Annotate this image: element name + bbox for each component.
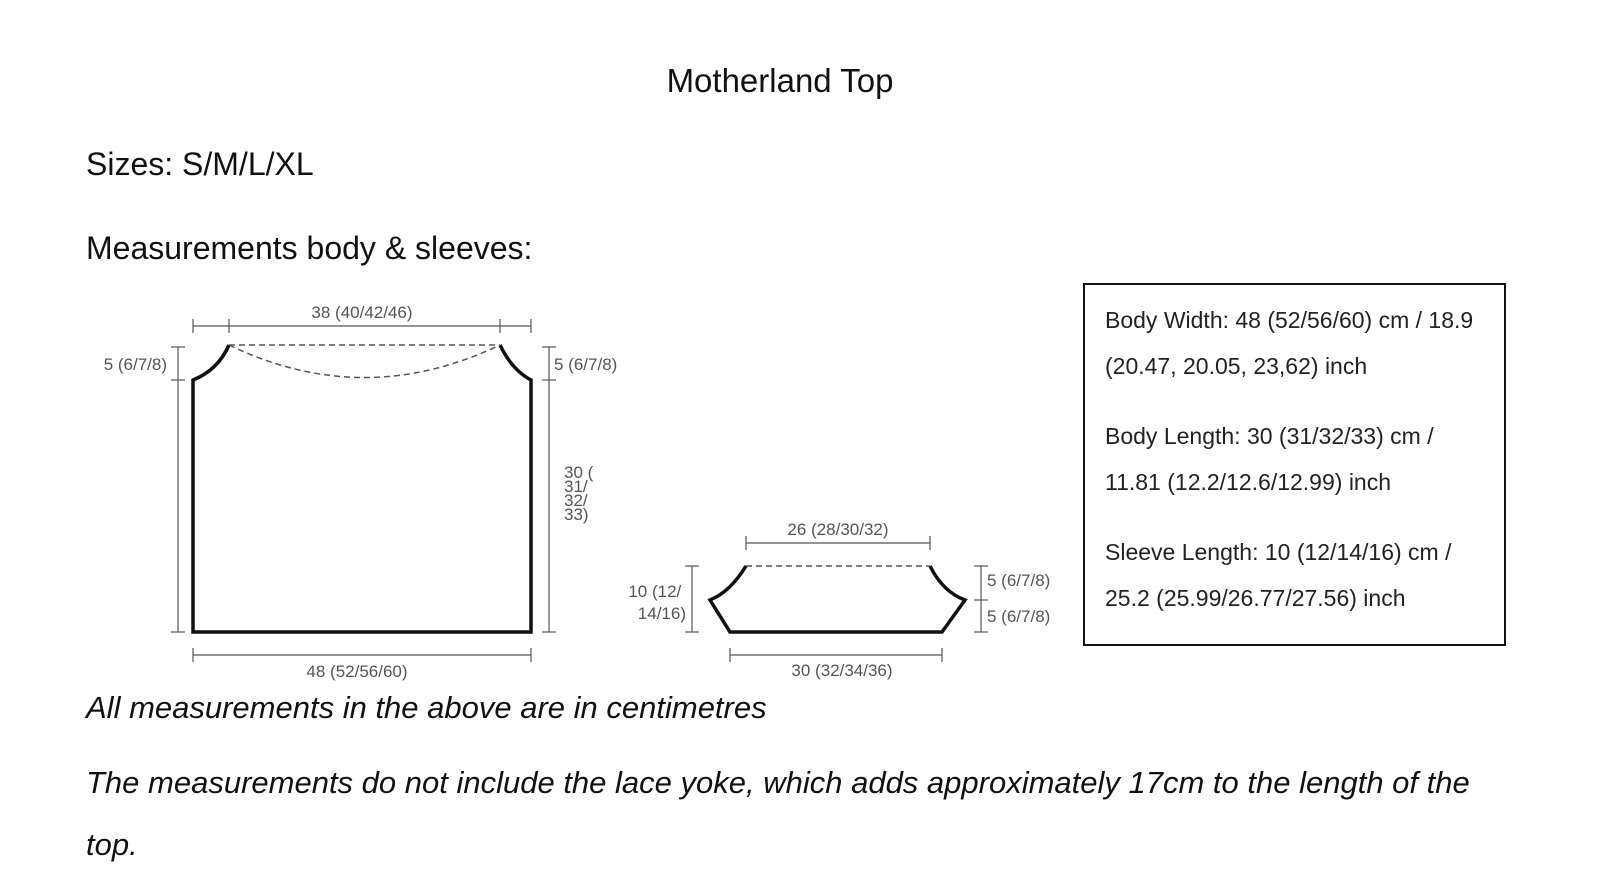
sleeve-piece <box>628 520 1050 680</box>
body-width-info: Body Width: 48 (52/56/60) cm / 18.9 (20.47, 20.05, 23,62) inch <box>1105 307 1474 379</box>
measurements-heading: Measurements body & sleeves: <box>86 230 533 266</box>
sleeve-left-line-1: 10 (12/ <box>628 582 682 601</box>
body-bottom-width-label: 48 (52/56/60) <box>306 662 408 681</box>
sleeve-length-info: Sleeve Length: 10 (12/14/16) cm / 25.2 (25.99/26.77/27.56) inch <box>1105 539 1452 611</box>
body-neck-curve <box>229 345 500 378</box>
sleeve-bottom-width-label: 30 (32/34/36) <box>791 661 893 680</box>
body-outline <box>193 345 531 632</box>
sizes-text: Sizes: S/M/L/XL <box>86 146 314 182</box>
sleeve-left-line-2: 14/16) <box>637 604 686 623</box>
body-top-width-label: 38 (40/42/46) <box>311 303 413 322</box>
sleeve-top-width-label: 26 (28/30/32) <box>787 520 889 539</box>
body-left-shoulder-label: 5 (6/7/8) <box>103 355 167 374</box>
page-title: Motherland Top <box>666 62 894 99</box>
body-right-shoulder-label: 5 (6/7/8) <box>554 355 618 374</box>
measurements-info-box <box>1083 283 1506 646</box>
yoke-note: The measurements do not include the lace yoke, which adds approximately 17cm to the length of the top. <box>86 765 1470 862</box>
body-length-info: Body Length: 30 (31/32/33) cm / 11.81 (12.2/12.6/12.99) inch <box>1105 423 1434 495</box>
body-length-label <box>564 463 598 524</box>
units-note: All measurements in the above are in centimetres <box>86 690 767 725</box>
sleeve-outline <box>710 566 965 632</box>
sleeve-right-upper-label: 5 (6/7/8) <box>987 571 1051 590</box>
sleeve-left-length-label <box>628 582 686 623</box>
body-piece <box>104 303 618 681</box>
body-length-line-3: 32/ <box>564 491 588 510</box>
sleeve-right-lower-label: 5 (6/7/8) <box>987 607 1051 626</box>
body-length-line-4: 33) <box>564 505 589 524</box>
body-length-line-2: 31/ <box>564 477 588 496</box>
body-length-line-1: 30 ( <box>564 463 594 482</box>
